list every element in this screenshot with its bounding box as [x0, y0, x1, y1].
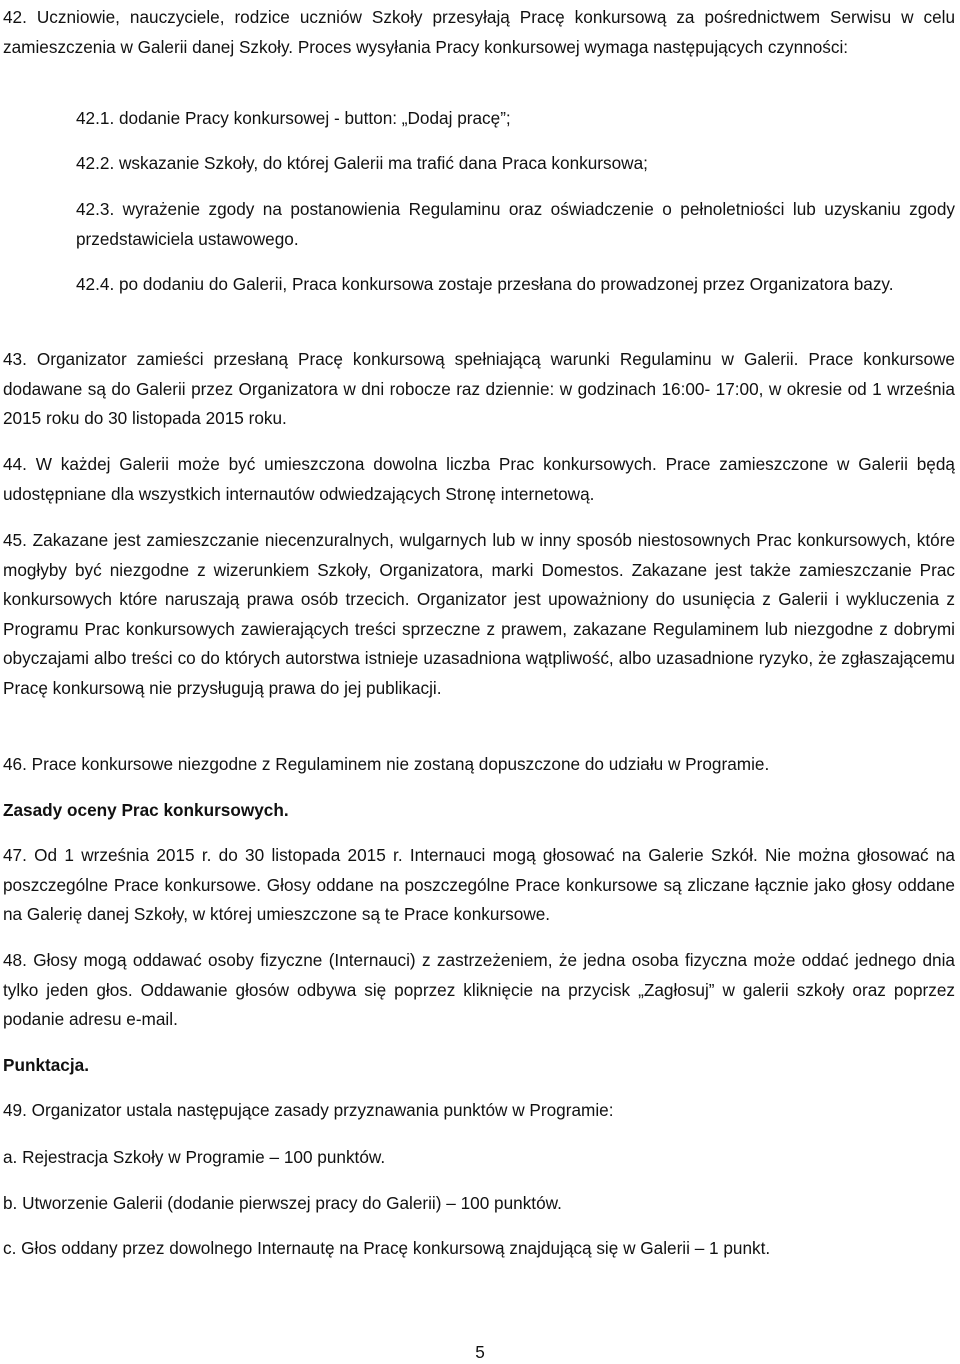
paragraph-49: 49. Organizator ustala następujące zasady przyznawania punktów w Programie:: [3, 1100, 614, 1120]
paragraph-42-1: 42.1. dodanie Pracy konkursowej - button: „Dodaj pracę”;: [76, 108, 511, 128]
list-item-49a: a. Rejestracja Szkoły w Programie – 100 punktów.: [3, 1147, 386, 1167]
paragraph-46: 46. Prace konkursowe niezgodne z Regulaminem nie zostaną dopuszczone do udziału w Programie.: [3, 754, 770, 774]
heading-punktacja: Punktacja.: [3, 1055, 89, 1075]
paragraph-42-4: 42.4. po dodaniu do Galerii, Praca konkursowa zostaje przesłana do prowadzonej przez Organizatora bazy.: [76, 274, 894, 294]
page-number: 5: [475, 1342, 485, 1362]
paragraph-45: 45. Zakazane jest zamieszczanie niecenzuralnych, wulgarnych lub w inny sposób niestosownych Prac konkursowych, które mogłyby być niezgodne z wizerunkiem Szkoły, Organizatora, marki Domestos. Zakazane jest także zamieszczanie Prac konkursowych które naruszają prawa osób trzecich. Organizator jest upoważniony do usunięcia z Galerii i wykluczenia z Programu Prac konkursowych zawierających treści sprzeczne z prawem, zakazane Regulaminem lub niezgodne z dobrymi obyczajami albo treści co do których autorstwa istnieje uzasadniona wątpliwość, albo uzasadnione ryzyko, że zgłaszającemu Pracę konkursową nie przysługują prawa do jej publikacji.: [3, 530, 955, 698]
heading-zasady-oceny: Zasady oceny Prac konkursowych.: [3, 800, 289, 820]
paragraph-48: 48. Głosy mogą oddawać osoby fizyczne (Internauci) z zastrzeżeniem, że jedna osoba fizyczna może oddać jednego dnia tylko jeden głos. Oddawanie głosów odbywa się poprzez kliknięcie na przycisk „Zagłosuj” w galerii szkoły oraz poprzez podanie adresu e-mail.: [3, 950, 955, 1029]
paragraph-44: 44. W każdej Galerii może być umieszczona dowolna liczba Prac konkursowych. Prace zamieszczone w Galerii będą udostępniane dla wszystkich internautów odwiedzających Stronę internetową.: [3, 454, 955, 504]
paragraph-42-intro: 42. Uczniowie, nauczyciele, rodzice uczniów Szkoły przesyłają Pracę konkursową za pośrednictwem Serwisu w celu zamieszczenia w Galerii danej Szkoły. Proces wysyłania Pracy konkursowej wymaga następujących czynności:: [3, 7, 955, 57]
paragraph-43: 43. Organizator zamieści przesłaną Pracę konkursową spełniającą warunki Regulaminu w Galerii. Prace konkursowe dodawane są do Galerii przez Organizatora w dni robocze raz dziennie: w godzinach 16:00- 17:00, w okresie od 1 września 2015 roku do 30 listopada 2015 roku.: [3, 349, 955, 428]
paragraph-42-3: 42.3. wyrażenie zgody na postanowienia Regulaminu oraz oświadczenie o pełnoletniości lub uzyskaniu zgody przedstawiciela ustawowego.: [76, 199, 955, 249]
paragraph-42-2: 42.2. wskazanie Szkoły, do której Galerii ma trafić dana Praca konkursowa;: [76, 153, 648, 173]
list-item-49b: b. Utworzenie Galerii (dodanie pierwszej pracy do Galerii) – 100 punktów.: [3, 1193, 562, 1213]
list-item-49c: c. Głos oddany przez dowolnego Internautę na Pracę konkursową znajdującą się w Galerii – 1 punkt.: [3, 1238, 771, 1258]
paragraph-47: 47. Od 1 września 2015 r. do 30 listopada 2015 r. Internauci mogą głosować na Galerie Szkół. Nie można głosować na poszczególne Prace konkursowe. Głosy oddane na poszczególne Prace konkursowe są zliczane łącznie jako głosy oddane na Galerię danej Szkoły, w której umieszczone są te Prace konkursowe.: [3, 845, 955, 924]
